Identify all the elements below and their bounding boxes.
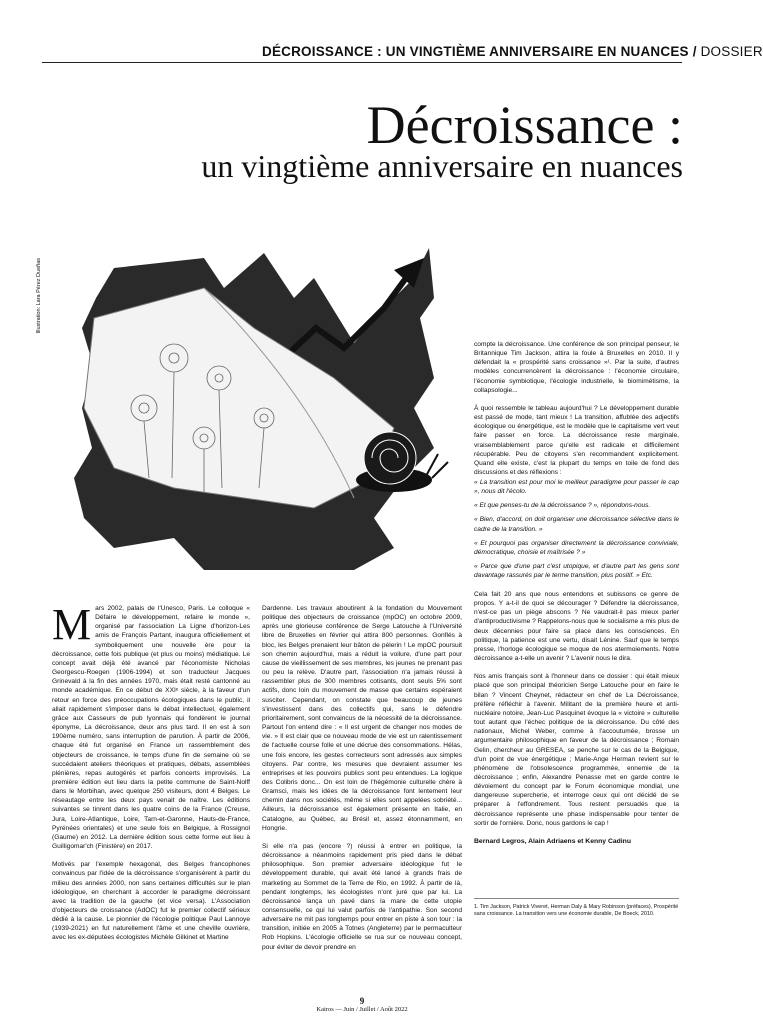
paragraph: Si elle n'a pas (encore ?) réussi à entrer en politique, la décroissance a néanmoins rapidement pris pied dans le débat philosophique. Son premier adversaire idéologique fut le développement durable, qui avait été lancé à grands frais de marketing au Sommet de la Terre de Rio, en 1992. À partir de là, pendant longtemps, les écologistes n'ont juré que par lui. La décroissance lança un pavé dans la mare de cette utopie consensuelle, ce qui lui valut parfois de l'antipathie. Son second adversaire ne mit pas longtemps pour entrer en piste à son tour : la transition, initiée en 2005 à Totnes (Angleterre) par le permaculteur Rob Hopkins. L'écologie officielle se rua sur ce nouveau concept, pour éviter de devoir prendre en: [262, 842, 462, 951]
paragraph: À quoi ressemble le tableau aujourd'hui ? Le développement durable est passé de mode, tant mieux ! La transition, affublée des adjectifs écologique ou énergétique, est le modèle que le capitalisme vert veut faire passer en force. La décroissance reste marginale, vraisemblablement parce qu'elle est radicale et difficilement récupérable. Peu de citoyens s'en recommandent explicitement. Quand elle existe, c'est la plupart du temps en toile de fond des discussions et des réflexions :: [474, 404, 679, 477]
header-rule: [42, 62, 682, 63]
rubric-title: DÉCROISSANCE : UN VINGTIÈME ANNIVERSAIRE EN NUANCES: [262, 44, 689, 59]
quote: « Parce que d'une part c'est utopique, et d'autre part les gens sont davantage rassurés par le terme transition, plus positif. » Etc.: [474, 563, 679, 580]
body-column-3-bottom: [474, 590, 679, 890]
quote: « Bien, d'accord, on doit organiser une décroissance sélective dans le cadre de la transition. »: [474, 516, 679, 533]
body-column-1: [52, 600, 250, 989]
issue-line: Kairos — Juin / Juillet / Août 2022: [316, 1006, 408, 1013]
dialogue-quotes: [474, 478, 679, 590]
page-number: 9: [359, 996, 365, 1006]
footnote-rule: [474, 898, 679, 899]
quote: « Et que penses-tu de la décroissance ? », répondons-nous.: [474, 502, 651, 510]
body-column-2: [262, 604, 462, 980]
signature: Bernard Legros, Alain Adriaens et Kenny Cadinu: [474, 837, 631, 845]
quote: « Et pourquoi pas organiser directement la décroissance conviviale, démocratique, choisie et maîtrisée ? »: [474, 539, 679, 556]
article-title: Décroissance :: [366, 95, 683, 155]
section-rubric: [262, 44, 763, 60]
paragraph: compte la décroissance. Une conférence de son principal penseur, le Britannique Tim Jackson, attira la foule à Bruxelles en 2010. Il y défendait la « prospérité sans croissance »¹. Par la suite, d'autres modèles concurrencèrent la décroissance : l'économie circulaire, l'économie symbiotique, l'écologie industrielle, le biomimétisme, la collapsologie...: [474, 341, 679, 394]
paragraph: Cela fait 20 ans que nous entendons et subissons ce genre de propos. Y a-t-il de quoi se décourager ? Défendre la décroissance, n'est-ce pas un piège abscons ? Ne vaudrait-il pas mieux parler d'antiproductivisme ? Rappelons-nous que le socialisme a mis plus de deux décennies pour faire sa place dans les consciences. En politique, la patience est une vertu, disait Lénine. Sauf que le temps presse, l'horloge écologique se moque de nos atermoiements. Notre décroissance a-t-elle un avenir ? L'avenir nous le dira.: [474, 591, 679, 663]
paragraph: Motivés par l'exemple hexagonal, des Belges francophones convaincus par l'idée de la décroissance s'organisèrent à partir du milieu des années 2000, non sans certaines difficultés sur le plan idéologique, en cherchant à accorder le paradigme décroissant avec la tradition de la gauche (et vice versa). L'Association d'objecteurs de croissance (AdOC) fut le premier collectif sérieux dédié à la cause. Le pionnier de l'écologie politique Paul Lannoye (1939-2021) en fut naturellement l'âme et une cheville ouvrière, avec les ex-députées écologistes Michèle Gilkinet et Martine: [52, 861, 250, 942]
paragraph: Dardenne. Les travaux aboutirent à la fondation du Mouvement politique des objecteurs de croissance (mpOC) en octobre 2009, après une glorieuse conférence de Serge Latouche à l'Université libre de Bruxelles en février qui attira 800 personnes. Gonflés à bloc, les Belges prenaient leur bâton de pèlerin ! Le mpOC poursuit son chemin aujourd'hui, mais a réduit la voilure, d'une part pour cause de vieillissement de ses membres, les jeunes ne prenant pas ou peu la relève. D'autre part, l'association n'a jamais réussi à rassembler plus de 300 membres cotisants, dont seuls 5% sont actifs, donc loin du mouvement de masse que certains espéraient susciter. Cependant, on constate que beaucoup de jeunes s'investissent dans des collectifs qui, sans le défendre prioritairement, sont convaincus de la nécessité de la décroissance. Partout l'on entend dire : « Il est urgent de changer nos modes de vie. » Il est clair que ce nouveau mode de vie est un ralentissement de l'actuelle course folle et une décrue des consommations. Hélas, une fois encore, les gestes correcteurs sont adressés aux simples citoyens. Par contre, les mesures que devraient assumer les entreprises et les pouvoirs publics sont peu entendues. La logique des Colibris donc... On est loin de l'hégémonie culturelle chère à Gramsci, mais les idées de la décroissance font lentement leur chemin dans nos sociétés, même si elles sont appelées sobriété... Ailleurs, la décroissance est également présente en Italie, en Catalogne, au Québec, au Brésil et, assez étonnamment, en Hongrie.: [262, 605, 462, 832]
rubric-separator: /: [688, 44, 701, 59]
footnote: 1. Tim Jackson, Patrick Viveret, Herman Daly & Mary Robinson (préfaces), Prospérité sans croissance. La transition vers une économie durable, De Boeck, 2010.: [474, 904, 679, 917]
snail-illustration: [54, 248, 468, 572]
paragraph: Mars 2002, palais de l'Unesco, Paris. Le colloque « Défaire le développement, refaire le monde », organisé par l'association La Ligne d'horizon-Les amis de François Partant, inaugura officiellement et symboliquement une nouvelle ère pour la décroissance, cette fois publique (et plus ou moins) médiatique. Le concept avait déjà été avancé par l'économiste Nicholas Georgescu-Roegen (1906-1994) et son traducteur Jacques Grinevald à la fin des années 1970, mais était resté cantonné au monde académique. En ce début de XXIᵉ siècle, à la faveur d'un retour en force des préoccupations écologiques dans le public, il allait rapidement s'imposer dans le débat intellectuel, également grâce aux Casseurs de pub lyonnais qui fondèrent le journal éponyme, La décroissance, deux ans plus tard. Il en est à son 190ème numéro, sans interruption de parution. À partir de 2006, chaque été fut organisé en France un rassemblement des objecteurs de croissance, le temps d'une fin de semaine où se succédaient ateliers théoriques et pratiques, débats, assemblées plénières, repas autogérés et parfois concerts improvisés. La première édition eut lieu dans la petite commune de Saint-Nolff dans le Morbihan, avec quelque 250 visiteurs, dont 4 Belges. Le réseautage entre les deux pays venait de naître. Les éditions suivantes se tinrent dans les quatre coins de la France (Creuse, Jura, Loire-Atlantique, Loire, Tarn-et-Garonne, Hauts-de-France, Pyrénées orientales) et une seule fois en Belgique, à Rossignol (Gaume) en 2012. La dernière édition sous cette forme eut lieu à Guilligomar'ch (Finistère) en 2017.: [52, 600, 250, 851]
illustration-credit: Illustration: Lara Pérez Dueñas: [36, 258, 42, 334]
article-subtitle: un vingtième anniversaire en nuances: [201, 148, 683, 184]
paragraph: Nos amis français sont à l'honneur dans ce dossier : qui était mieux placé que son principal théoricien Serge Latouche pour en faire le bilan ? Vincent Cheynet, rédacteur en chef de La Décroissance, préfère réfléchir à l'avenir. Militant de la première heure et anti-nucléaire notoire, Jean-Luc Pasquinet évoque la « victoire » culturelle tout autant que l'échec politique de la décroissance. Du côté des nationaux, Michel Weber, comme à l'accoutumée, brosse un argumentaire philosophique en faveur de la décroissance ; Romain Gelin, chercheur au GRESEA, se penche sur le cas de la Belgique, d'un point de vue énergétique ; Marie-Ange Herman revient sur le phénomène de l'obsolescence programmée, ennemie de la décroissance ; enfin, Alexandre Penasse met en garde contre le dévoiement du concept par le Forum économique mondial, une dangereuse supercherie, et interroge ceux qui ont décidé de se préparer à l'effondrement. Tous restent persuadés que la décroissance représente une phase indispensable pour tenter de sortir de l'ornière. Donc, nous gardons le cap !: [474, 673, 679, 827]
quote: « La transition est pour moi le meilleur paradigme pour passer le cap », nous dit l'écolo.: [474, 479, 679, 496]
rubric-section: DOSSIER: [700, 44, 763, 59]
dropcap: M: [52, 600, 92, 649]
